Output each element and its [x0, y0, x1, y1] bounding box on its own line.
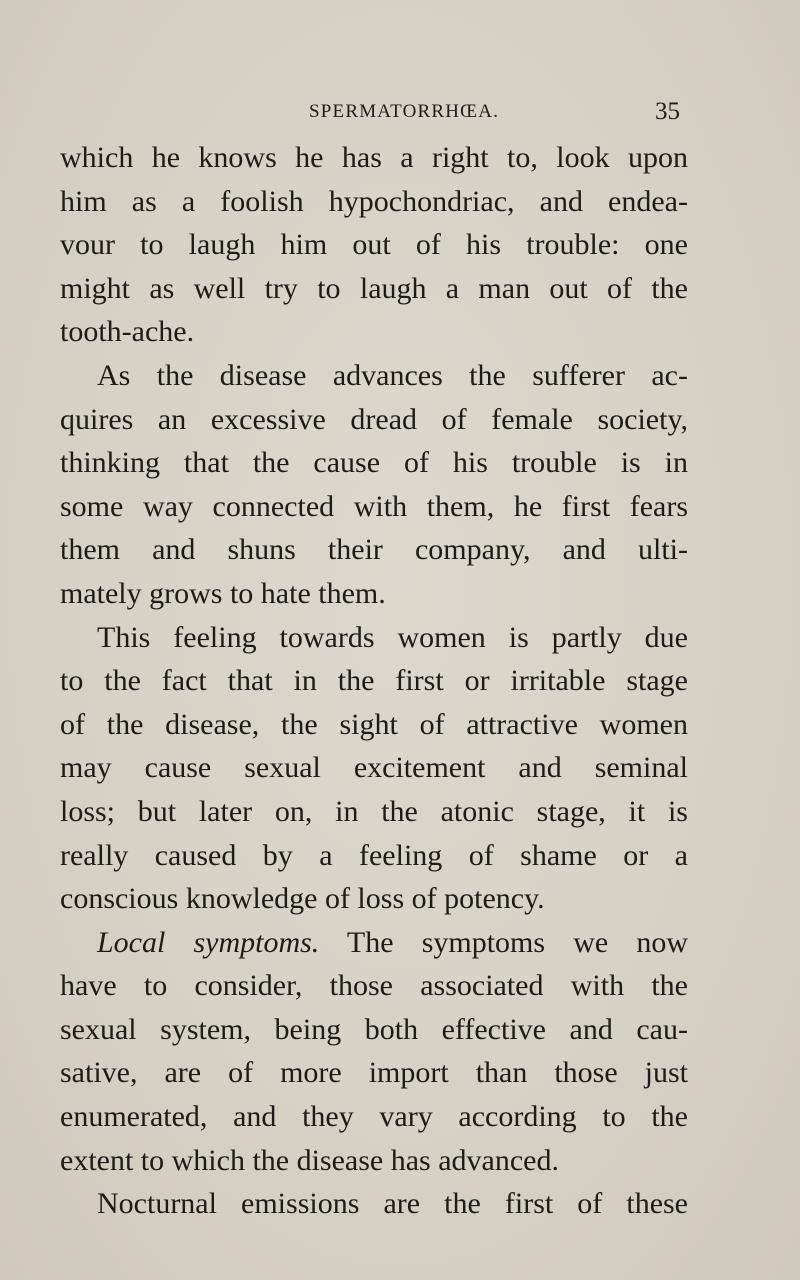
text-line: thinking that the cause of his trouble is in: [60, 446, 688, 480]
text-line-symptoms: [60, 921, 688, 965]
text-line: Nocturnal emissions are the first of these: [97, 1187, 688, 1221]
text-line: enumerated, and they vary according to the: [60, 1100, 688, 1134]
page-number: 35: [655, 98, 680, 125]
text-line: conscious knowledge of loss of potency.: [60, 882, 545, 916]
text-line: which he knows he has a right to, look upon: [60, 141, 688, 174]
text-line: quires an excessive dread of female society,: [60, 402, 688, 436]
text-line: really caused by a feeling of shame or a: [60, 838, 688, 872]
text-line: vour to laugh him out of his trouble: one: [60, 228, 688, 262]
text-line: sative, are of more import than those just: [60, 1056, 688, 1090]
running-title: SPERMATORRHŒA.: [309, 101, 500, 122]
text-line: loss; but later on, in the atonic stage, it is: [60, 794, 688, 828]
text-line: tooth-ache.: [60, 315, 195, 349]
text-line: may cause sexual excitement and seminal: [60, 751, 688, 785]
text-line: extent to which the disease has advanced.: [60, 1143, 559, 1177]
text-line: to the fact that in the first or irritable stage: [60, 664, 688, 698]
text-line: This feeling towards women is partly due: [97, 620, 688, 654]
text-line: some way connected with them, he first fears: [60, 489, 688, 523]
text-line: mately grows to hate them.: [60, 576, 386, 610]
text-line: him as a foolish hypochondriac, and endea-: [60, 184, 688, 218]
body-text: [60, 136, 688, 1226]
text-line: of the disease, the sight of attractive women: [60, 707, 688, 741]
italic-lead: Local symptoms.: [97, 925, 320, 959]
text-line: As the disease advances the sufferer ac-: [97, 358, 688, 392]
text-line: them and shuns their company, and ulti-: [60, 533, 688, 567]
text-line: might as well try to laugh a man out of the: [60, 271, 688, 305]
text-line: sexual system, being both effective and cau-: [60, 1012, 688, 1046]
text-line: have to consider, those associated with the: [60, 969, 688, 1003]
text-line-rest: The symptoms we now: [346, 925, 688, 959]
